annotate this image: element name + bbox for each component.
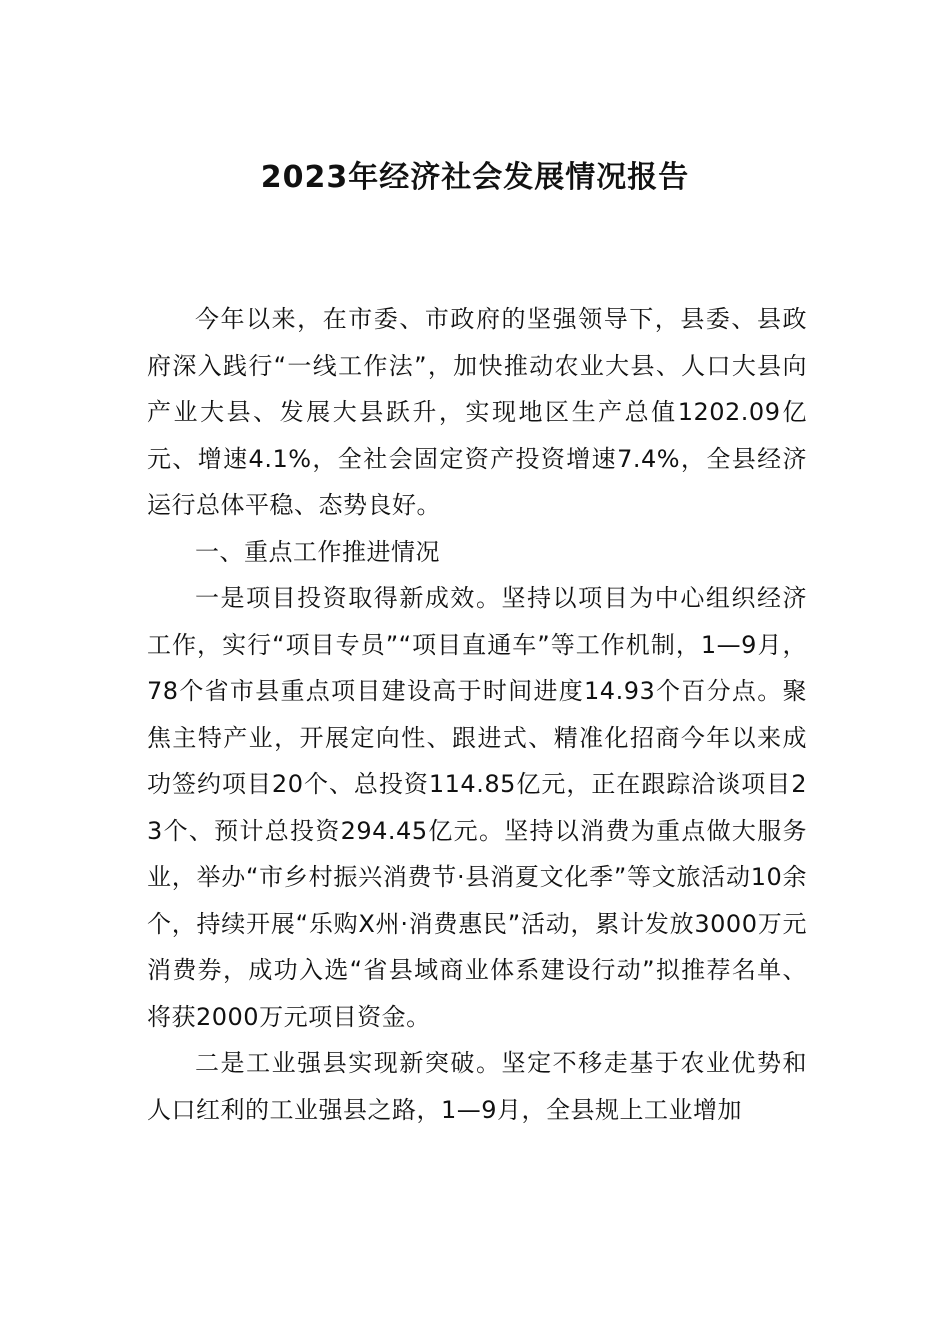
intro-paragraph: 今年以来，在市委、市政府的坚强领导下，县委、县政府深入践行“一线工作法”，加快推动农业大县、人口大县向产业大县、发展大县跃升，实现地区生产总值1202.09亿元、增速4.1%，全社会固定资产投资增速7.4%，全县经济运行总体平稳、态势良好。 [147,305,807,519]
paragraph-industry: 二是工业强县实现新突破。坚定不移走基于农业优势和人口红利的工业强县之路，1—9月，全县规上工业增加 [147,1049,807,1124]
paragraph-project-investment: 一是项目投资取得新成效。坚持以项目为中心组织经济工作，实行“项目专员”“项目直通车”等工作机制，1—9月，78个省市县重点项目建设高于时间进度14.93个百分点。聚焦主特产业，开展定向性、跟进式、精准化招商今年以来成功签约项目20个、总投资114.85亿元，正在跟踪洽谈项目23个、预计总投资294.45亿元。坚持以消费为重点做大服务业，举办“市乡村振兴消费节·县消夏文化季”等文旅活动10余个，持续开展“乐购X州·消费惠民”活动，累计发放3000万元消费券，成功入选“省县域商业体系建设行动”拟推荐名单、将获2000万元项目资金。 [147,584,807,1031]
section-heading: 一、重点工作推进情况 [195,537,440,566]
document-title: 2023年经济社会发展情况报告 [260,160,690,195]
document-body [147,296,807,1133]
